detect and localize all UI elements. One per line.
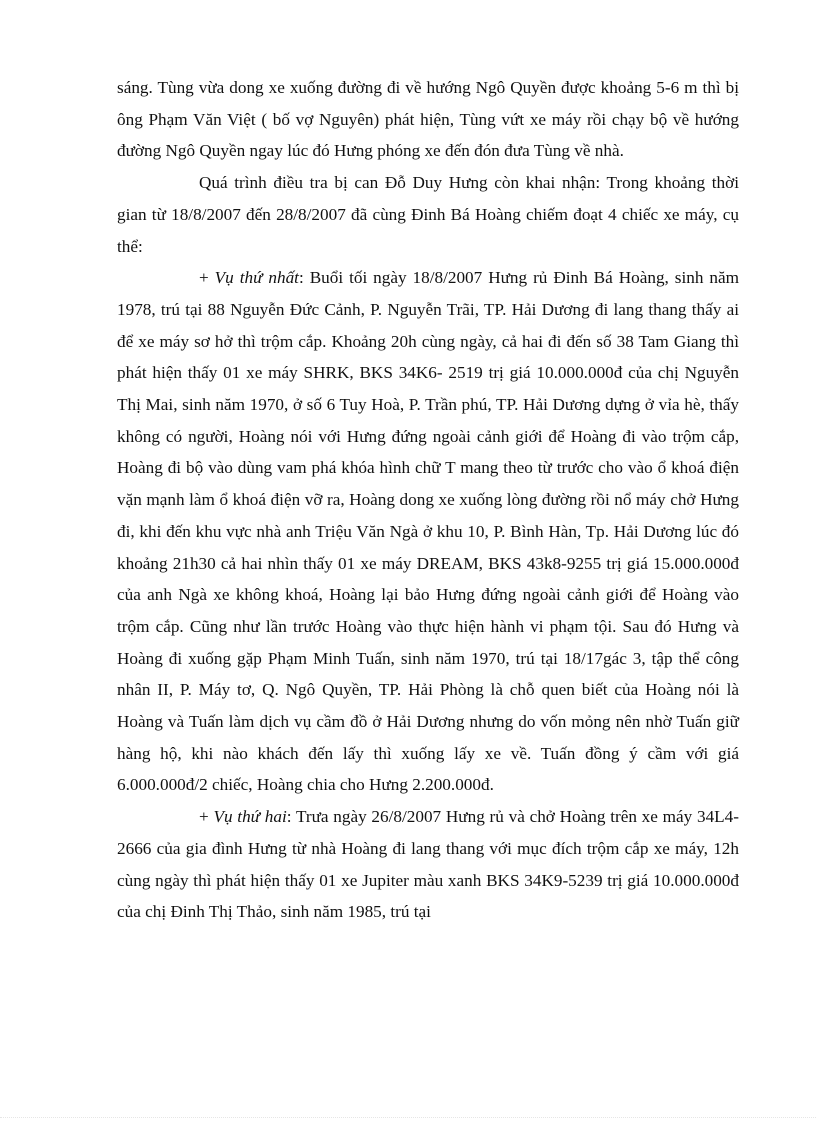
paragraph-1-text: sáng. Tùng vừa dong xe xuống đường đi về hướng Ngô Quyền được khoảng 5-6 m thì bị ông Phạm Văn Việt ( bố vợ Nguyên) phát hiện, Tùng vứt xe máy rồi chạy bộ về hướng đường Ngô Quyền ngay lúc đó Hưng phóng xe đến đón đưa Tùng về nhà. [117,78,739,161]
paragraph-2-text: Quá trình điều tra bị can Đỗ Duy Hưng còn khai nhận: Trong khoảng thời gian từ 18/8/2007 đến 28/8/2007 đã cùng Đinh Bá Hoàng chiếm đoạt 4 chiếc xe máy, cụ thể: [117,173,739,256]
paragraph-3-prefix: + [199,268,215,288]
paragraph-4-text: : Trưa ngày 26/8/2007 Hưng rủ và chở Hoàng trên xe máy 34L4-2666 của gia đình Hưng từ nhà Hoàng đi lang thang với mục đích trộm cắp xe máy, 12h cùng ngày thì phát hiện thấy 01 xe Jupiter màu xanh BKS 34K9-5239 trị giá 10.000.000đ của chị Đinh Thị Thảo, sinh năm 1985, trú tại [117,807,739,922]
paragraph-4-lead: Vụ thứ hai [213,807,287,827]
page-bottom-divider [0,1117,816,1118]
document-body [117,72,739,928]
paragraph-2 [117,167,739,262]
paragraph-3 [117,262,739,801]
paragraph-4-prefix: + [199,807,214,827]
paragraph-3-lead: Vụ thứ nhất [214,268,299,288]
paragraph-4 [117,801,739,928]
paragraph-3-text: : Buổi tối ngày 18/8/2007 Hưng rủ Đinh Bá Hoàng, sinh năm 1978, trú tại 88 Nguyễn Đức Cảnh, P. Nguyễn Trãi, TP. Hải Dương đi lang thang thấy ai để xe máy sơ hở thì trộm cắp. Khoảng 20h cùng ngày, cả hai đi đến số 38 Tam Giang thì phát hiện thấy 01 xe máy SHRK, BKS 34K6- 2519 trị giá 10.000.000đ của chị Nguyễn Thị Mai, sinh năm 1970, ở số 6 Tuy Hoà, P. Trần phú, TP. Hải Dương dựng ở vỉa hè, thấy không có người, Hoàng nói với Hưng đứng ngoài cảnh giới để Hoàng đi vào trộm cắp, Hoàng đi bộ vào dùng vam phá khóa hình chữ T mang theo từ trước cho vào ổ khoá điện vặn mạnh làm ổ khoá điện vỡ ra, Hoàng dong xe xuống lòng đường rồi nổ máy chở Hưng đi, khi đến khu vực nhà anh Triệu Văn Ngà ở khu 10, P. Bình Hàn, Tp. Hải Dương lúc đó khoảng 21h30 cả hai nhìn thấy 01 xe máy DREAM, BKS 43k8-9255 trị giá 15.000.000đ của anh Ngà xe không khoá, Hoàng lại bảo Hưng đứng ngoài cảnh giới để Hoàng vào trộm cắp. Cũng như lần trước Hoàng vào thực hiện hành vi phạm tội. Sau đó Hưng và Hoàng đi xuống gặp Phạm Minh Tuấn, sinh năm 1970, trú tại 18/17gác 3, tập thể công nhân II, P. Máy tơ, Q. Ngô Quyền, TP. Hải Phòng là chỗ quen biết của Hoàng nói là Hoàng và Tuấn làm dịch vụ cầm đồ ở Hải Dương nhưng do vốn mỏng nên nhờ Tuấn giữ hàng hộ, khi nào khách đến lấy thì xuống lấy xe về. Tuấn đồng ý cầm với giá 6.000.000đ/2 chiếc, Hoàng chia cho Hưng 2.200.000đ. [117,268,739,795]
paragraph-1 [117,72,739,167]
